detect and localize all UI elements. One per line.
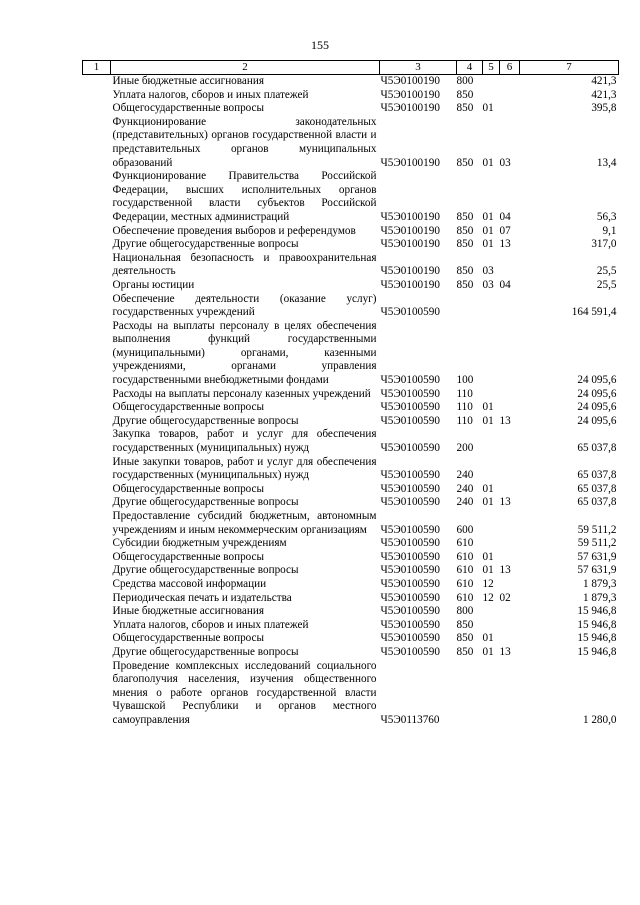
section-cell: 12	[482, 591, 494, 604]
target-code-cell: Ч5Э0100590	[380, 401, 440, 414]
target-code-cell: Ч5Э0100190	[380, 156, 440, 169]
table-row	[83, 578, 619, 592]
table-row	[83, 252, 619, 279]
table-row	[83, 510, 619, 537]
table-row	[83, 483, 619, 497]
amount-cell: 57 631,9	[577, 550, 617, 563]
amount-cell: 1 879,3	[582, 577, 617, 590]
table-row	[83, 89, 619, 103]
header-col-1: 1	[83, 61, 111, 75]
expense-name-cell: Субсидии бюджетным учреждениям	[112, 537, 287, 550]
section-cell: 01	[482, 550, 494, 563]
header-col-7: 7	[520, 61, 619, 75]
expense-name-cell: Средства массовой информации	[112, 577, 267, 590]
blank-cell	[83, 116, 111, 170]
subsection-cell	[500, 320, 520, 388]
subsection-cell	[500, 428, 520, 455]
subsection-cell: 02	[499, 591, 511, 604]
expense-name-cell: Обеспечение проведения выборов и референдумов	[112, 224, 356, 237]
table-row	[83, 238, 619, 252]
expense-name-cell: Закупка товаров, работ и услуг для обеспечения государственных (муниципальных) нужд	[112, 428, 377, 455]
section-cell: 01	[482, 224, 494, 237]
expense-type-cell: 240	[456, 496, 474, 509]
amount-cell: 59 511,2	[577, 523, 617, 536]
table-header-row	[83, 61, 619, 75]
expense-type-cell: 850	[456, 88, 474, 101]
blank-cell	[83, 102, 111, 116]
amount-cell: 59 511,2	[577, 537, 617, 550]
amount-cell: 164 591,4	[571, 306, 617, 319]
target-code-cell: Ч5Э0100590	[380, 591, 440, 604]
expense-name-cell: Иные закупки товаров, работ и услуг для обеспечения государственных (муниципальных) нужд	[112, 455, 377, 482]
table-row	[83, 592, 619, 606]
amount-cell: 24 095,6	[577, 401, 617, 414]
expense-type-cell: 610	[456, 591, 474, 604]
table-row	[83, 388, 619, 402]
target-code-cell: Ч5Э0100190	[380, 238, 440, 251]
expense-name-cell: Предоставление субсидий бюджетным, автономным учреждениям и иным некоммерческим организациям	[112, 510, 377, 536]
table-row	[83, 428, 619, 455]
amount-cell: 317,0	[591, 238, 617, 251]
expense-name-cell: Национальная безопасность и правоохранительная деятельность	[112, 251, 377, 278]
blank-cell	[83, 75, 111, 89]
subsection-cell	[500, 619, 520, 633]
expense-type-cell: 610	[456, 577, 474, 590]
subsection-cell	[500, 401, 520, 415]
target-code-cell: Ч5Э0100590	[380, 306, 440, 319]
section-cell	[483, 293, 500, 320]
subsection-cell: 04	[499, 278, 511, 291]
target-code-cell: Ч5Э0100190	[380, 278, 440, 291]
target-code-cell: Ч5Э0100590	[380, 387, 440, 400]
subsection-cell	[500, 537, 520, 551]
section-cell	[483, 660, 500, 728]
expense-type-cell: 850	[456, 632, 474, 645]
section-cell	[483, 320, 500, 388]
blank-cell	[83, 401, 111, 415]
blank-cell	[83, 170, 111, 224]
amount-cell: 1 280,0	[582, 713, 617, 726]
expense-name-cell: Обеспечение деятельности (оказание услуг) государственных учреждений	[112, 292, 377, 319]
target-code-cell: Ч5Э0100190	[380, 102, 440, 115]
section-cell	[483, 75, 500, 89]
target-code-cell: Ч5Э0100590	[380, 632, 440, 645]
amount-cell: 24 095,6	[577, 387, 617, 400]
subsection-cell: 04	[499, 210, 511, 223]
section-cell	[483, 619, 500, 633]
expense-name-cell: Уплата налогов, сборов и иных платежей	[112, 88, 309, 101]
table-row	[83, 551, 619, 565]
expense-type-cell: 850	[456, 102, 474, 115]
header-col-5: 5	[483, 61, 500, 75]
expense-name-cell: Иные бюджетные ассигнования	[112, 75, 264, 87]
amount-cell: 56,3	[596, 210, 617, 223]
target-code-cell: Ч5Э0113760	[380, 713, 440, 726]
blank-cell	[83, 660, 111, 728]
amount-cell: 15 946,8	[577, 645, 617, 658]
section-cell: 01	[482, 401, 494, 414]
expense-type-cell: 850	[456, 224, 474, 237]
table-row	[83, 279, 619, 293]
amount-cell: 25,5	[596, 265, 617, 278]
expense-name-cell: Иные бюджетные ассигнования	[112, 605, 264, 618]
table-row	[83, 496, 619, 510]
target-code-cell: Ч5Э0100590	[380, 564, 440, 577]
blank-cell	[83, 551, 111, 565]
table-row	[83, 401, 619, 415]
target-code-cell: Ч5Э0100190	[380, 88, 440, 101]
section-cell: 01	[482, 102, 494, 115]
table-row	[83, 102, 619, 116]
blank-cell	[83, 252, 111, 279]
blank-cell	[83, 646, 111, 660]
expense-type-cell: 850	[456, 278, 474, 291]
section-cell: 12	[482, 577, 494, 590]
subsection-cell: 13	[499, 238, 511, 251]
expense-type-cell: 800	[456, 75, 474, 87]
expense-type-cell: 600	[456, 523, 474, 536]
section-cell: 03	[482, 265, 494, 278]
blank-cell	[83, 320, 111, 388]
expense-type-cell: 850	[456, 210, 474, 223]
amount-cell: 65 037,8	[577, 496, 617, 509]
expense-name-cell: Функционирование законодательных (представительных) органов государственной власти и представительных органов муниципальных образований	[112, 115, 377, 169]
target-code-cell: Ч5Э0100590	[380, 577, 440, 590]
subsection-cell	[500, 551, 520, 565]
expense-type-cell: 100	[456, 374, 474, 387]
expense-name-cell: Другие общегосударственные вопросы	[112, 564, 299, 577]
header-col-3: 3	[380, 61, 457, 75]
target-code-cell: Ч5Э0100590	[380, 374, 440, 387]
table-row	[83, 456, 619, 483]
section-cell	[483, 456, 500, 483]
amount-cell: 421,3	[591, 88, 617, 101]
blank-cell	[83, 483, 111, 497]
target-code-cell: Ч5Э0100590	[380, 550, 440, 563]
section-cell: 01	[482, 645, 494, 658]
expense-name-cell: Функционирование Правительства Российской Федерации, высших исполнительных органов государственной власти субъектов Российской Федерации, местных администраций	[112, 170, 377, 223]
section-cell	[483, 89, 500, 103]
blank-cell	[83, 293, 111, 320]
expense-name-cell: Другие общегосударственные вопросы	[112, 496, 299, 509]
expense-name-cell: Другие общегосударственные вопросы	[112, 645, 299, 658]
subsection-cell	[500, 293, 520, 320]
expense-type-cell: 200	[456, 442, 474, 455]
subsection-cell: 13	[499, 496, 511, 509]
amount-cell: 1 879,3	[582, 591, 617, 604]
subsection-cell: 13	[499, 564, 511, 577]
subsection-cell	[500, 632, 520, 646]
expense-type-cell: 850	[456, 645, 474, 658]
expense-type-cell: 850	[456, 238, 474, 251]
table-row	[83, 646, 619, 660]
target-code-cell: Ч5Э0100590	[380, 414, 440, 427]
target-code-cell: Ч5Э0100590	[380, 537, 440, 550]
amount-cell: 15 946,8	[577, 632, 617, 645]
section-cell	[483, 605, 500, 619]
subsection-cell	[500, 252, 520, 279]
expense-name-cell: Проведение комплексных исследований социального благополучия населения, изучения общественного мнения о работе органов государственной власти Чувашской Республики и органов местного самоуправления	[112, 659, 377, 726]
section-cell: 01	[482, 496, 494, 509]
expense-type-cell: 610	[456, 550, 474, 563]
subsection-cell: 13	[499, 645, 511, 658]
expense-type-cell: 240	[456, 469, 474, 482]
expense-name-cell: Другие общегосударственные вопросы	[112, 414, 299, 427]
expense-name-cell: Общегосударственные вопросы	[112, 632, 265, 645]
blank-cell	[83, 496, 111, 510]
expense-type-cell: 610	[456, 564, 474, 577]
expense-name-cell: Общегосударственные вопросы	[112, 102, 265, 115]
amount-cell: 9,1	[602, 224, 617, 237]
expense-name-cell: Периодическая печать и издательства	[112, 591, 292, 604]
expense-type-cell: 110	[456, 414, 473, 427]
table-row	[83, 537, 619, 551]
amount-cell: 25,5	[596, 278, 617, 291]
blank-cell	[83, 632, 111, 646]
subsection-cell: 03	[499, 156, 511, 169]
blank-cell	[83, 605, 111, 619]
expense-type-cell: 610	[456, 537, 474, 550]
blank-cell	[83, 456, 111, 483]
header-col-2: 2	[111, 61, 380, 75]
target-code-cell: Ч5Э0100190	[380, 75, 440, 87]
blank-cell	[83, 564, 111, 578]
table-row	[83, 320, 619, 388]
target-code-cell: Ч5Э0100190	[380, 210, 440, 223]
blank-cell	[83, 238, 111, 252]
subsection-cell: 07	[499, 224, 511, 237]
expense-type-cell: 850	[456, 618, 474, 631]
section-cell: 01	[482, 238, 494, 251]
subsection-cell	[500, 388, 520, 402]
page-number: 155	[311, 38, 329, 52]
expense-name-cell: Расходы на выплаты персоналу казенных учреждений	[112, 387, 371, 400]
section-cell	[483, 388, 500, 402]
budget-table	[82, 60, 619, 728]
header-col-4: 4	[457, 61, 483, 75]
subsection-cell	[500, 456, 520, 483]
section-cell	[483, 537, 500, 551]
expense-name-cell: Общегосударственные вопросы	[112, 401, 265, 414]
expense-type-cell: 800	[456, 605, 474, 618]
section-cell	[483, 428, 500, 455]
table-row	[83, 605, 619, 619]
subsection-cell: 13	[499, 414, 511, 427]
section-cell: 01	[482, 482, 494, 495]
expense-type-cell: 110	[456, 387, 473, 400]
expense-type-cell: 240	[456, 482, 474, 495]
table-row	[83, 632, 619, 646]
blank-cell	[83, 89, 111, 103]
amount-cell: 13,4	[596, 156, 617, 169]
section-cell: 01	[482, 210, 494, 223]
table-row	[83, 225, 619, 239]
expense-type-cell: 850	[456, 156, 474, 169]
section-cell: 01	[482, 632, 494, 645]
subsection-cell	[500, 660, 520, 728]
amount-cell: 24 095,6	[577, 374, 617, 387]
table-row	[83, 75, 619, 89]
section-cell	[483, 510, 500, 537]
amount-cell: 65 037,8	[577, 469, 617, 482]
amount-cell: 65 037,8	[577, 482, 617, 495]
expense-name-cell: Расходы на выплаты персоналу в целях обеспечения выполнения функций государственными (муниципальными) органами, казенными учреждениями, органами управления государственными внебюджетными фондами	[112, 319, 377, 387]
target-code-cell: Ч5Э0100590	[380, 645, 440, 658]
table-row	[83, 116, 619, 170]
subsection-cell	[500, 483, 520, 497]
subsection-cell	[500, 102, 520, 116]
amount-cell: 421,3	[591, 75, 617, 87]
blank-cell	[83, 415, 111, 429]
target-code-cell: Ч5Э0100590	[380, 618, 440, 631]
blank-cell	[83, 279, 111, 293]
subsection-cell	[500, 75, 520, 89]
blank-cell	[83, 428, 111, 455]
target-code-cell: Ч5Э0100590	[380, 523, 440, 536]
subsection-cell	[500, 89, 520, 103]
expense-name-cell: Другие общегосударственные вопросы	[112, 238, 299, 251]
amount-cell: 57 631,9	[577, 564, 617, 577]
blank-cell	[83, 578, 111, 592]
subsection-cell	[500, 510, 520, 537]
blank-cell	[83, 619, 111, 633]
table-row	[83, 619, 619, 633]
target-code-cell: Ч5Э0100190	[380, 224, 440, 237]
target-code-cell: Ч5Э0100590	[380, 605, 440, 618]
expense-name-cell: Органы юстиции	[112, 278, 195, 291]
expense-type-cell	[457, 660, 483, 728]
section-cell: 01	[482, 564, 494, 577]
target-code-cell: Ч5Э0100590	[380, 469, 440, 482]
table-row	[83, 660, 619, 728]
amount-cell: 395,8	[591, 102, 617, 115]
section-cell: 01	[482, 156, 494, 169]
header-col-6: 6	[500, 61, 520, 75]
target-code-cell: Ч5Э0100590	[380, 442, 440, 455]
expense-name-cell: Уплата налогов, сборов и иных платежей	[112, 618, 309, 631]
blank-cell	[83, 225, 111, 239]
section-cell: 01	[482, 414, 494, 427]
table-row	[83, 293, 619, 320]
amount-cell: 65 037,8	[577, 442, 617, 455]
subsection-cell	[500, 578, 520, 592]
subsection-cell	[500, 605, 520, 619]
expense-type-cell	[457, 293, 483, 320]
blank-cell	[83, 592, 111, 606]
amount-cell: 24 095,6	[577, 414, 617, 427]
target-code-cell: Ч5Э0100590	[380, 496, 440, 509]
table-row	[83, 564, 619, 578]
section-cell: 03	[482, 278, 494, 291]
expense-type-cell: 850	[456, 265, 474, 278]
expense-name-cell: Общегосударственные вопросы	[112, 482, 265, 495]
table-row	[83, 415, 619, 429]
target-code-cell: Ч5Э0100190	[380, 265, 440, 278]
blank-cell	[83, 388, 111, 402]
table-row	[83, 170, 619, 224]
amount-cell: 15 946,8	[577, 605, 617, 618]
blank-cell	[83, 537, 111, 551]
expense-type-cell: 110	[456, 401, 473, 414]
blank-cell	[83, 510, 111, 537]
target-code-cell: Ч5Э0100590	[380, 482, 440, 495]
expense-name-cell: Общегосударственные вопросы	[112, 550, 265, 563]
amount-cell: 15 946,8	[577, 618, 617, 631]
